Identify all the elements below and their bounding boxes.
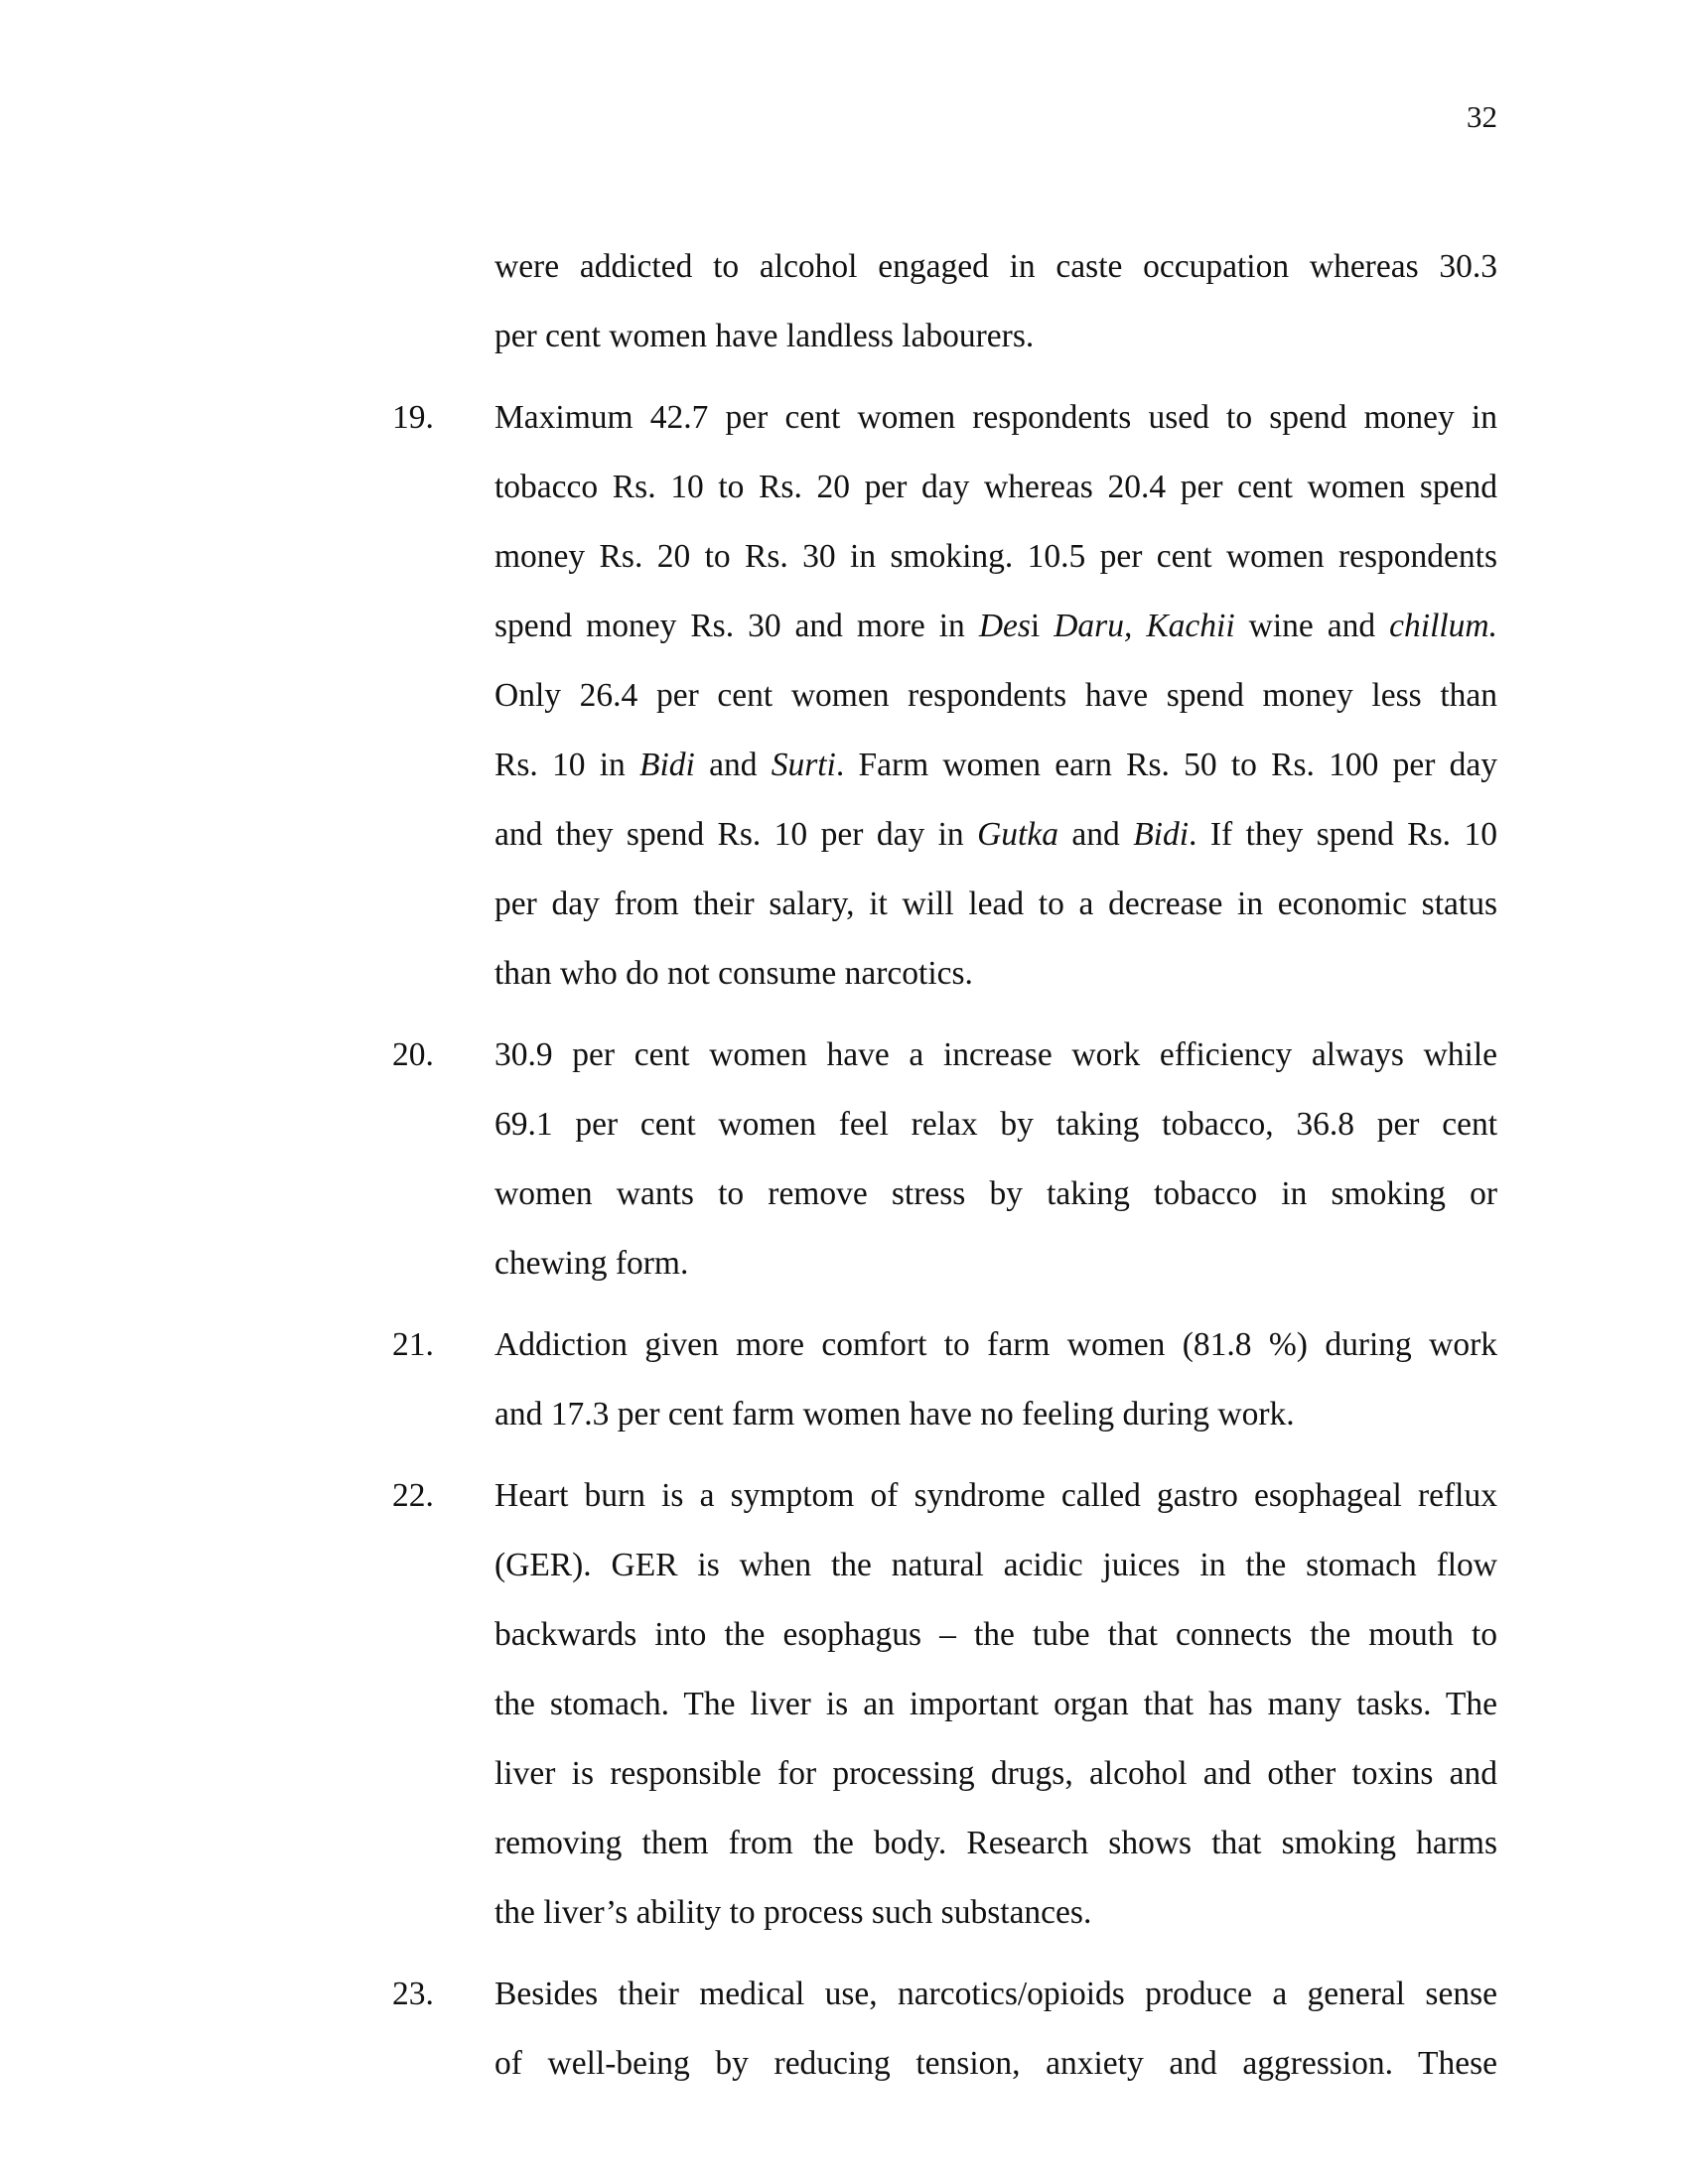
item-number: 21. <box>392 1326 434 1363</box>
text-segment: . If they spend Rs. 10 <box>1189 816 1497 853</box>
item-text <box>494 1310 1497 1449</box>
text-line <box>494 592 1497 661</box>
list-item <box>0 1960 1688 2099</box>
text-line: Addiction given more comfort to farm women (81.8 %) during work <box>494 1326 1497 1363</box>
text-line: the liver’s ability to process such substances. <box>494 1894 1092 1931</box>
italic-term: Des <box>978 608 1031 644</box>
text-segment: . Farm women earn Rs. 50 to Rs. 100 per day <box>835 747 1497 783</box>
italic-term: Gutka <box>977 816 1058 853</box>
text-segment: wine and <box>1234 608 1390 644</box>
list-item <box>0 1021 1688 1298</box>
item-text <box>494 1021 1497 1298</box>
text-segment: i <box>1030 608 1055 644</box>
text-line <box>494 800 1497 870</box>
item-number: 19. <box>392 399 434 436</box>
list-item <box>0 383 1688 1009</box>
text-line: than who do not consume narcotics. <box>494 955 973 992</box>
text-line: money Rs. 20 to Rs. 30 in smoking. 10.5 per cent women respondents <box>494 538 1497 575</box>
item-text <box>494 383 1497 1009</box>
text-line: backwards into the esophagus – the tube that connects the mouth to <box>494 1616 1497 1653</box>
text-line: were addicted to alcohol engaged in caste occupation whereas 30.3 <box>494 248 1497 285</box>
italic-term: Daru, Kachii <box>1054 608 1235 644</box>
text-line: per cent women have landless labourers. <box>494 318 1035 354</box>
text-line: 30.9 per cent women have a increase work efficiency always while <box>494 1036 1497 1073</box>
page-number: 32 <box>1467 99 1497 134</box>
text-line: tobacco Rs. 10 to Rs. 20 per day whereas 20.4 per cent women spend <box>494 469 1497 505</box>
text-line: of well-being by reducing tension, anxiety and aggression. These <box>494 2045 1497 2082</box>
italic-term: Surti <box>771 747 836 783</box>
text-line: Only 26.4 per cent women respondents have spend money less than <box>494 677 1497 714</box>
italic-term: Bidi <box>639 747 695 783</box>
text-line: liver is responsible for processing drugs, alcohol and other toxins and <box>494 1755 1497 1792</box>
text-segment: and <box>1057 816 1134 853</box>
text-line: chewing form. <box>494 1245 689 1282</box>
text-line: and 17.3 per cent farm women have no feeling during work. <box>494 1396 1295 1433</box>
text-segment: and <box>694 747 772 783</box>
text-segment: spend money Rs. 30 and more in <box>494 608 979 644</box>
continuation-paragraph <box>494 232 1497 371</box>
item-number: 22. <box>392 1477 434 1514</box>
italic-term: Bidi <box>1133 816 1190 853</box>
text-line: (GER). GER is when the natural acidic juices in the stomach flow <box>494 1547 1497 1583</box>
text-segment: and they spend Rs. 10 per day in <box>494 816 978 853</box>
text-line: Besides their medical use, narcotics/opioids produce a general sense <box>494 1976 1497 2012</box>
list-item <box>0 1310 1688 1449</box>
text-line <box>494 731 1497 800</box>
numbered-list <box>0 383 1688 2099</box>
item-text <box>494 1461 1497 1948</box>
text-line: women wants to remove stress by taking tobacco in smoking or <box>494 1175 1497 1212</box>
text-line: Maximum 42.7 per cent women respondents used to spend money in <box>494 399 1497 436</box>
list-item <box>0 1461 1688 1948</box>
page-body <box>0 232 1688 2111</box>
text-segment: Rs. 10 in <box>494 747 640 783</box>
text-line: 69.1 per cent women feel relax by taking tobacco, 36.8 per cent <box>494 1106 1497 1143</box>
text-line: removing them from the body. Research shows that smoking harms <box>494 1825 1497 1861</box>
italic-term: chillum. <box>1389 608 1497 644</box>
item-number: 23. <box>392 1976 434 2012</box>
text-line: the stomach. The liver is an important organ that has many tasks. The <box>494 1686 1497 1722</box>
item-number: 20. <box>392 1036 434 1073</box>
text-line: Heart burn is a symptom of syndrome called gastro esophageal reflux <box>494 1477 1497 1514</box>
text-line: per day from their salary, it will lead to a decrease in economic status <box>494 886 1497 922</box>
item-text <box>494 1960 1497 2099</box>
